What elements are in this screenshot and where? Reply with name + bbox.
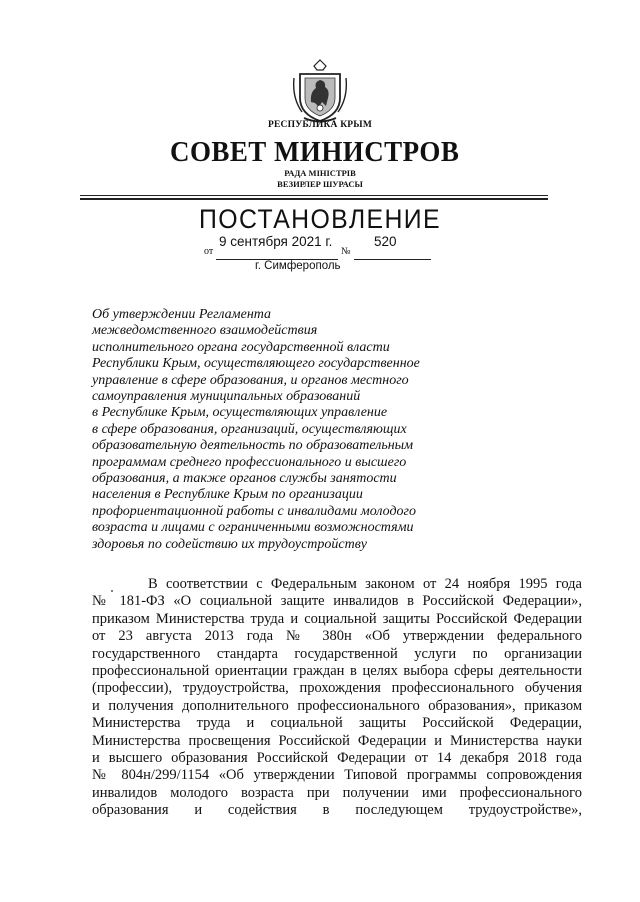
body-line: инвалидов молодого возраста при получении ими профессионального <box>92 784 582 801</box>
body-line: № 804н/299/1154 «Об утверждении Типовой программы сопровождения <box>92 767 582 784</box>
body-line: Министерства просвещения Российской Федерации и Министерства науки <box>92 732 582 749</box>
council-name-ukrainian: РАДА МІНІСТРІВ <box>284 168 356 178</box>
body-line: образования и содействия в последующем трудоустройстве», <box>92 802 582 819</box>
subject-line: Республики Крым, осуществляющего государственное <box>92 356 420 372</box>
decree-date: 9 сентября 2021 г. <box>219 234 333 249</box>
subject-line: здоровья по содействию их трудоустройству <box>92 536 368 552</box>
body-line: и высшего образования Российской Федерации от 14 декабря 2018 года <box>92 750 582 767</box>
body-line: и получения дополнительного профессионального образования», приказом <box>92 697 582 714</box>
subject-line: в Республике Крым, осуществляющих управление <box>92 405 388 421</box>
decree-body <box>92 576 582 820</box>
subject-line: образовательную деятельность по образовательным <box>92 438 414 454</box>
header-divider <box>80 195 548 196</box>
document-type-title: ПОСТАНОВЛЕНИЕ <box>199 204 441 234</box>
subject-line: управление в сфере образования, и органов местного <box>92 372 409 388</box>
subject-line: исполнительного органа государственной власти <box>92 339 390 355</box>
body-line: В соответствии с Федеральным законом от 24 ноября 1995 года <box>148 576 582 592</box>
subject-line: межведомственного взаимодействия <box>92 323 318 339</box>
subject-line: самоуправления муниципальных образований <box>92 389 361 405</box>
body-line: профессиональной ориентации граждан в целях выбора сферы деятельности <box>92 663 582 680</box>
header-divider-thick <box>80 198 548 200</box>
subject-line: населения в Республике Крым по организации <box>92 487 363 503</box>
council-name-crimean-tatar: ВЕЗИРЛЕР ШУРАСЫ <box>277 179 363 189</box>
body-line: государственного стандарта государственной услуги по организации <box>92 645 582 662</box>
body-line: № 181-ФЗ «О социальной защите инвалидов в Российской Федерации», <box>92 593 582 610</box>
city: г. Симферополь <box>255 260 341 272</box>
subject-line: образования, а также органов службы занятости <box>92 471 397 487</box>
number-underline <box>354 259 431 260</box>
body-line: приказом Министерства труда и социальной защиты Российской Федерации <box>92 610 582 627</box>
council-name: СОВЕТ МИНИСТРОВ <box>170 136 460 168</box>
decree-number: 520 <box>374 234 397 249</box>
subject-line: профориентационной работы с инвалидами молодого <box>92 503 417 519</box>
subject-line: программам среднего профессионального и высшего <box>92 454 407 470</box>
decree-date-number-row <box>204 234 461 257</box>
subject-line: возраста и лицами с ограниченными возможностями <box>92 520 414 536</box>
republic-name: РЕСПУБЛИКА КРЫМ <box>268 120 372 130</box>
number-label: № <box>341 246 351 257</box>
body-line: от 23 августа 2013 года № 380н «Об утверждении федерального <box>92 628 582 645</box>
subject-line: в сфере образования, организаций, осуществляющих <box>92 421 407 437</box>
crimea-coat-of-arms-icon <box>292 58 348 124</box>
body-line: Министерства труда и социальной защиты Российской Федерации, <box>92 715 582 732</box>
decree-subject <box>92 307 452 553</box>
from-label: от <box>204 246 214 257</box>
subject-line: Об утверждении Регламента <box>92 307 272 322</box>
body-line: (профессии), трудоустройства, прохождения профессионального обучения <box>92 680 582 697</box>
